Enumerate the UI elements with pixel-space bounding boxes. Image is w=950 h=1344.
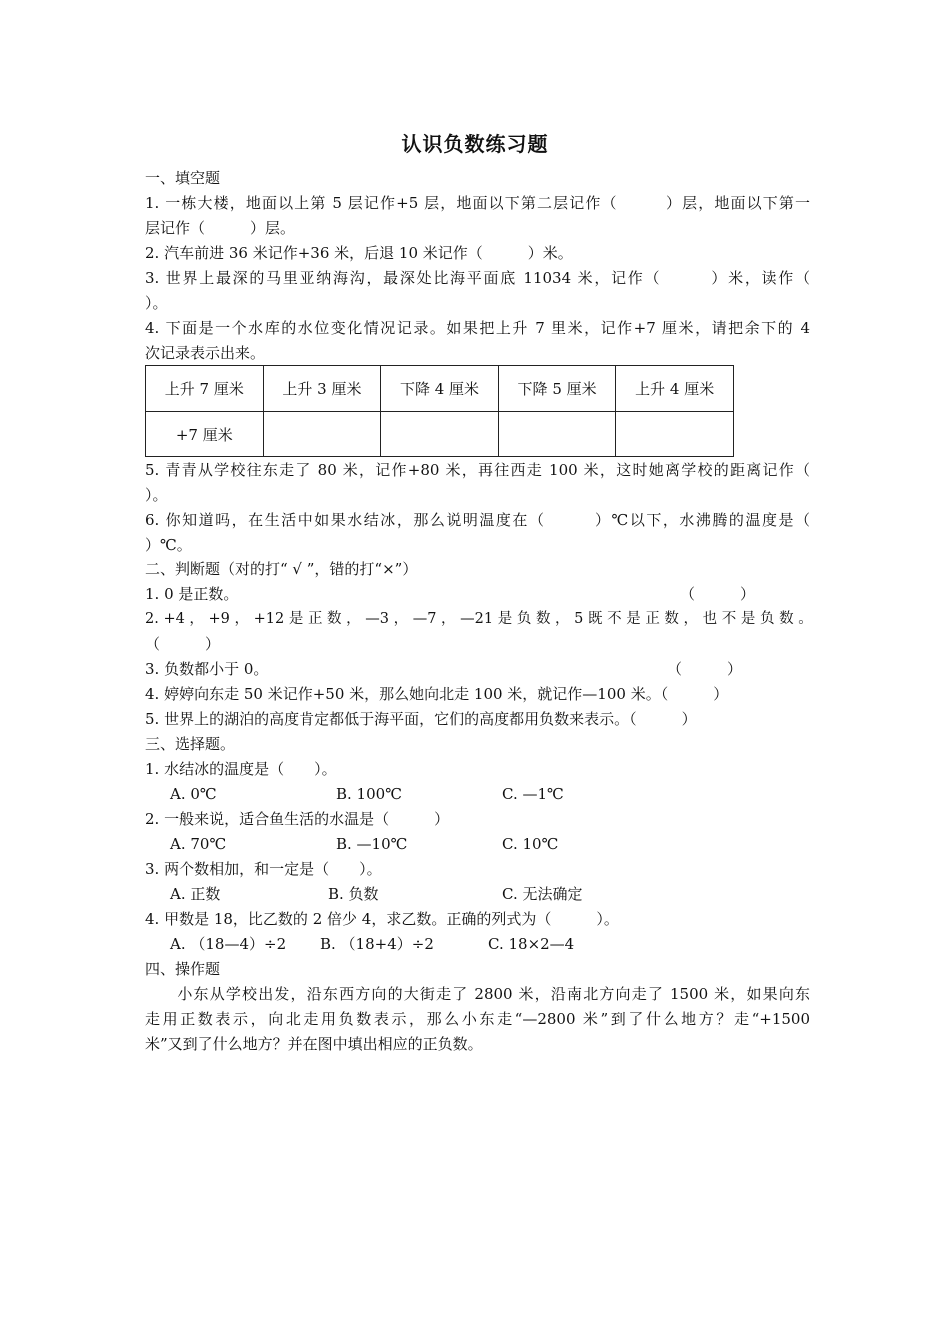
table-header-cell: 下降 4 厘米	[381, 366, 499, 412]
q3-1: 1. 水结冰的温度是（ ）。	[145, 760, 337, 778]
q3-3-option-a: A. 正数	[170, 885, 221, 903]
table-answer-cell[interactable]	[616, 412, 734, 457]
q3-4-option-b: B. （18+4）÷2	[320, 935, 434, 953]
q3-1-option-c: C. —1℃	[502, 785, 564, 803]
table-header-cell: 上升 7 厘米	[146, 366, 264, 412]
table-answer-cell[interactable]	[263, 412, 381, 457]
q2-2-line2: （ ）	[145, 635, 221, 653]
section-heading-operation: 四、操作题	[145, 960, 221, 978]
q1-3-line1: 3. 世界上最深的马里亚纳海沟，最深处比海平面底 11034 米，记作（ ）米，读作（	[145, 269, 810, 287]
q3-4-option-a: A. （18—4）÷2	[170, 935, 287, 953]
q2-4: 4. 婷婷向东走 50 米记作+50 米，那么她向北走 100 米，就记作—100 米。（ ）	[145, 685, 729, 703]
table-answer-cell[interactable]	[381, 412, 499, 457]
q1-4-line2: 次记录表示出来。	[145, 344, 266, 362]
table-header-cell: 下降 5 厘米	[498, 366, 616, 412]
operation-paragraph-line3: 米”又到了什么地方？并在图中填出相应的正负数。	[145, 1035, 483, 1053]
water-level-table	[145, 365, 734, 457]
q3-3: 3. 两个数相加，和一定是（ ）。	[145, 860, 382, 878]
q3-1-option-a: A. 0℃	[170, 785, 217, 803]
q2-2-line1: 2. +4 ， +9 ， +12 是 正 数 ， —3 ， —7 ， —21 是 负 数 ， 5 既 不 是 正 数 ， 也 不 是 负 数 。	[145, 611, 813, 627]
q1-1-line2: 层记作（ ）层。	[145, 219, 296, 237]
q1-6-line1: 6. 你知道吗，在生活中如果水结冰，那么说明温度在（ ）℃以下，水沸腾的温度是（	[145, 511, 810, 529]
q3-2-option-a: A. 70℃	[170, 835, 227, 853]
q1-1-line1: 1. 一栋大楼，地面以上第 5 层记作+5 层，地面以下第二层记作（ ）层，地面以下第一	[145, 194, 810, 212]
q3-1-option-b: B. 100℃	[336, 785, 402, 803]
table-answer-cell[interactable]	[498, 412, 616, 457]
q2-1-answer-paren: （ ）	[680, 585, 756, 603]
q3-4: 4. 甲数是 18，比乙数的 2 倍少 4，求乙数。正确的列式为（ ）。	[145, 910, 619, 928]
q1-5-line1: 5. 青青从学校往东走了 80 米，记作+80 米，再往西走 100 米，这时她离学校的距离记作（	[145, 461, 810, 479]
q1-5-line2: ）。	[145, 486, 168, 504]
q2-5: 5. 世界上的湖泊的高度肯定都低于海平面，它们的高度都用负数来表示。（ ）	[145, 710, 697, 728]
table-header-row	[146, 366, 734, 412]
q2-1: 1. 0 是正数。	[145, 585, 239, 603]
q3-2-option-c: C. 10℃	[502, 835, 559, 853]
table-answer-row	[146, 412, 734, 457]
q3-3-option-c: C. 无法确定	[502, 885, 583, 903]
section-heading-choice: 三、选择题。	[145, 735, 236, 753]
q1-6-line2: ）℃。	[145, 536, 192, 554]
q3-3-option-b: B. 负数	[328, 885, 379, 903]
operation-paragraph-line2: 走用正数表示，向北走用负数表示，那么小东走“—2800 米”到了什么地方？走“+1500	[145, 1010, 810, 1028]
q3-4-option-c: C. 18×2—4	[488, 935, 575, 953]
operation-paragraph-line1: 小东从学校出发，沿东西方向的大街走了 2800 米，沿南北方向走了 1500 米，如果向东	[145, 985, 810, 1003]
table-header-cell: 上升 3 厘米	[263, 366, 381, 412]
q1-3-line2: ）。	[145, 294, 168, 312]
page-title: 认识负数练习题	[401, 132, 549, 156]
table-answer-cell: +7 厘米	[146, 412, 264, 457]
q1-4-line1: 4. 下面是一个水库的水位变化情况记录。如果把上升 7 里米，记作+7 厘米，请把余下的 4	[145, 319, 810, 337]
table-header-cell: 上升 4 厘米	[616, 366, 734, 412]
q3-2-option-b: B. —10℃	[336, 835, 408, 853]
q1-2: 2. 汽车前进 36 米记作+36 米，后退 10 米记作（ ）米。	[145, 244, 573, 262]
q2-3-answer-paren: （ ）	[667, 660, 743, 678]
section-heading-true-false: 二、判断题（对的打“ √ ”，错的打“×”）	[145, 560, 418, 578]
q2-3: 3. 负数都小于 0。	[145, 660, 269, 678]
section-heading-fill-blank: 一、填空题	[145, 169, 221, 187]
q3-2: 2. 一般来说，适合鱼生活的水温是（ ）	[145, 810, 450, 828]
